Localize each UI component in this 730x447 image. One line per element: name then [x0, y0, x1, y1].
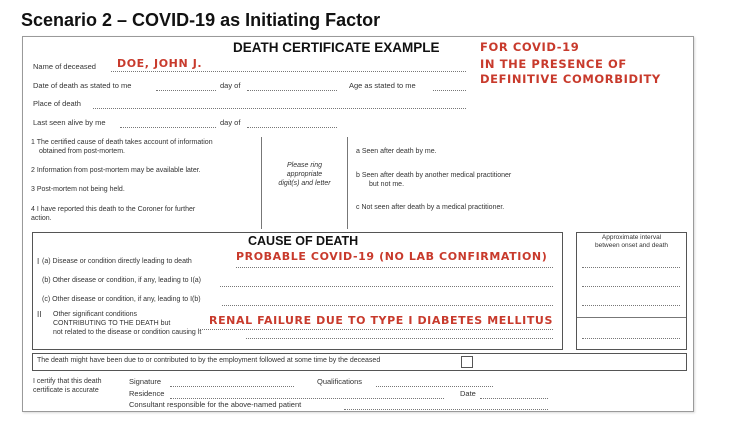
option-4-cont: action.	[31, 215, 52, 222]
seen-option-c[interactable]: c Not seen after death by a medical practitioner.	[356, 204, 505, 211]
employment-text: The death might have been due to or contributed to by the employment followed at some time by the deceased	[37, 357, 381, 364]
cause-1c-label: (c) Other disease or condition, if any, leading to I(b)	[42, 296, 201, 303]
part-2-value[interactable]: RENAL FAILURE DUE TO TYPE I DIABETES MELLITUS	[209, 314, 553, 327]
part-1-prefix: I	[37, 257, 40, 266]
option-1-cont: obtained from post-mortem.	[39, 148, 125, 155]
cause-1a-line	[236, 267, 553, 268]
cause-1c-line[interactable]	[222, 305, 553, 306]
place-label: Place of death	[33, 99, 81, 108]
employment-checkbox[interactable]	[461, 356, 473, 368]
last-seen-day-of-label: day of	[220, 118, 241, 127]
date-label: Date	[460, 389, 476, 398]
interval-box	[576, 232, 687, 350]
interval-1a-line[interactable]	[582, 267, 680, 268]
cause-1b-line[interactable]	[220, 286, 553, 287]
ring-note-1: Please ring	[286, 162, 323, 169]
option-3[interactable]: 3 Post-mortem not being held.	[31, 186, 125, 193]
residence-label: Residence	[129, 389, 165, 398]
option-2[interactable]: 2 Information from post-mortem may be available later.	[31, 167, 201, 174]
day-of-label: day of	[220, 81, 241, 90]
cause-1b-label: (b) Other disease or condition, if any, leading to I(a)	[42, 277, 202, 284]
seen-option-b-cont: but not me.	[369, 181, 405, 188]
last-seen-label: Last seen alive by me	[33, 118, 106, 127]
annotation-line-1: FOR COVID-19	[480, 40, 580, 54]
residence-line[interactable]	[170, 398, 444, 399]
ring-note-3: digit(s) and letter	[278, 180, 331, 187]
consultant-line[interactable]	[344, 409, 548, 410]
seen-option-a[interactable]: a Seen after death by me.	[356, 148, 437, 155]
signature-line[interactable]	[170, 386, 294, 387]
part-2-line-a	[198, 329, 553, 330]
interval-1c-line[interactable]	[582, 305, 680, 306]
consultant-label: Consultant responsible for the above-named patient	[129, 400, 302, 409]
divider-right	[347, 137, 348, 229]
name-line	[111, 71, 466, 72]
date-of-death-label: Date of death as stated to me	[33, 81, 132, 90]
name-label: Name of deceased	[33, 62, 96, 71]
cause-1a-label: (a) Disease or condition directly leading to death	[42, 258, 192, 265]
cause-of-death-title: CAUSE OF DEATH	[248, 234, 359, 248]
age-label: Age as stated to me	[349, 81, 416, 90]
part-2-prefix: II	[37, 310, 42, 319]
certify-line-2: certificate is accurate	[33, 387, 99, 394]
signature-label: Signature	[129, 377, 162, 386]
place-line	[93, 108, 466, 109]
form-title: DEATH CERTIFICATE EXAMPLE	[233, 40, 440, 55]
last-seen-line	[120, 127, 216, 128]
option-1[interactable]: 1 The certified cause of death takes account of information	[31, 139, 213, 146]
interval-2-line[interactable]	[582, 338, 680, 339]
interval-1b-line[interactable]	[582, 286, 680, 287]
option-4[interactable]: 4 I have reported this death to the Coroner for further	[31, 206, 196, 213]
name-value[interactable]: DOE, JOHN J.	[117, 57, 203, 70]
seen-option-b[interactable]: b Seen after death by another medical practitioner	[356, 172, 512, 179]
page-heading: Scenario 2 – COVID-19 as Initiating Factor	[21, 10, 381, 30]
ring-note-2: appropriate	[286, 171, 323, 178]
interval-header-1: Approximate interval	[601, 234, 662, 241]
interval-divider	[577, 317, 686, 318]
annotation-line-2: IN THE PRESENCE OF	[480, 57, 627, 71]
part-2-line-b	[246, 338, 553, 339]
cause-1a-value[interactable]: PROBABLE COVID-19 (NO LAB CONFIRMATION)	[236, 250, 548, 263]
day-of-line	[247, 90, 337, 91]
part-2-line-2: CONTRIBUTING TO THE DEATH but	[53, 320, 171, 327]
part-2-line-3: not related to the disease or condition causing it	[53, 329, 202, 336]
qualifications-line[interactable]	[376, 386, 493, 387]
annotation-line-3: DEFINITIVE COMORBIDITY	[480, 72, 661, 86]
date-line[interactable]	[480, 398, 548, 399]
age-line	[433, 90, 466, 91]
qualifications-label: Qualifications	[317, 377, 363, 386]
part-2-line-1: Other significant conditions	[53, 311, 138, 318]
date-of-death-line	[156, 90, 216, 91]
certify-line-1: I certify that this death	[33, 378, 102, 385]
interval-header-2: between onset and death	[594, 242, 668, 249]
death-certificate-form	[22, 36, 694, 412]
last-seen-day-line	[247, 127, 337, 128]
